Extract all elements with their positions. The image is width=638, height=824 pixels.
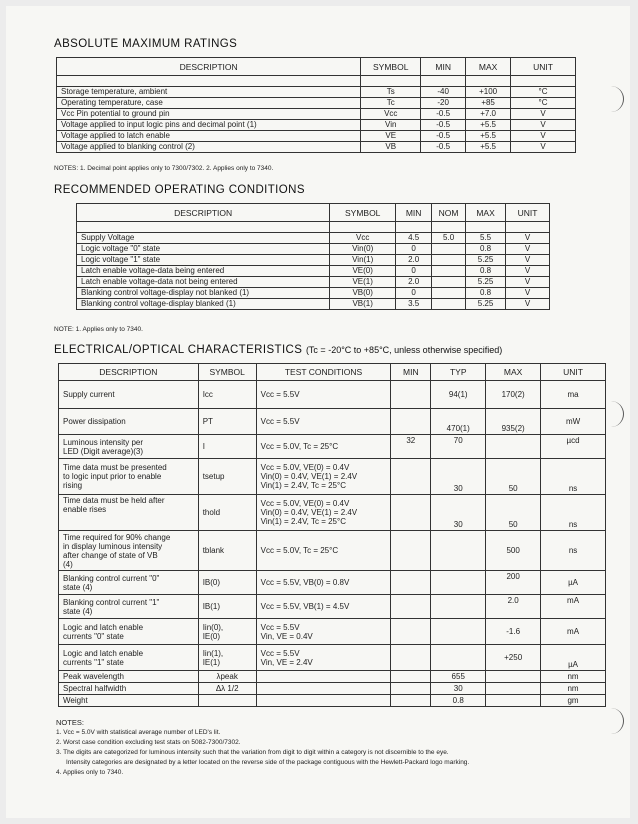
elec-heading-title: ELECTRICAL/OPTICAL CHARACTERISTICS	[54, 344, 303, 356]
table-row: Latch enable voltage-data being entered VE(0) 0 0.8 V	[77, 266, 550, 277]
table-row: Luminous intensity per LED (Digit average)(3) I Vcc = 5.0V, Tc = 25°C 32 70 µcd	[59, 435, 606, 459]
col-test-conditions: TEST CONDITIONS	[256, 364, 391, 381]
col-unit: UNIT	[541, 364, 606, 381]
table-row: Weight 0.8 gm	[59, 695, 606, 707]
table-row: Logic voltage "1" state Vin(1) 2.0 5.25 V	[77, 255, 550, 266]
table-row: Latch enable voltage-data not being entered VE(1) 2.0 5.25 V	[77, 277, 550, 288]
table-row: Vcc Pin potential to ground pin Vcc -0.5 +7.0 V	[57, 109, 576, 120]
table-row: Voltage applied to blanking control (2) VB -0.5 +5.5 V	[57, 142, 576, 153]
note-2: 2. Worst case condition excluding test stats on 5082-7300/7302.	[56, 739, 241, 746]
table-row: Voltage applied to input logic pins and decimal point (1) Vin -0.5 +5.5 V	[57, 120, 576, 131]
rec-op-heading: RECOMMENDED OPERATING CONDITIONS	[54, 184, 305, 196]
table-row: Time data must be held after enable rises thold Vcc = 5.0V, VE(0) = 0.4V Vin(0) = 0.4V, VE(1) = 2.4V Vin(1) = 2.4V, Tc = 25°C 30 50 ns	[59, 495, 606, 531]
table-header-row	[57, 58, 576, 76]
table-row: Blanking control current "0" state (4) IB(0) Vcc = 5.5V, VB(0) = 0.8V 200 µA	[59, 571, 606, 595]
col-symbol: SYMBOL	[198, 364, 256, 381]
col-max: MAX	[466, 58, 511, 76]
abs-max-heading: ABSOLUTE MAXIMUM RATINGS	[54, 38, 238, 50]
col-description: DESCRIPTION	[59, 364, 199, 381]
abs-max-notes: NOTES: 1. Decimal point applies only to 7300/7302. 2. Applies only to 7340.	[54, 165, 274, 172]
page	[6, 6, 630, 818]
note-1: 1. Vcc = 5.0V with statistical average number of LED's lit.	[56, 729, 221, 736]
table-row: Time data must be presented to logic input prior to enable rising tsetup Vcc = 5.0V, VE(0) = 0.4V Vin(0) = 0.4V, VE(1) = 2.4V Vin(1) = 2.4V, Tc = 25°C 30 50 ns	[59, 459, 606, 495]
table-row: Time required for 90% change in display luminous intensity after change of state of VB (4) tblank Vcc = 5.0V, Tc = 25°C 500 ns	[59, 531, 606, 571]
table-row: Logic voltage "0" state Vin(0) 0 0.8 V	[77, 244, 550, 255]
rec-op-table	[76, 203, 550, 310]
col-description: DESCRIPTION	[77, 204, 330, 222]
table-row: Logic and latch enable currents "1" state Iin(1), IE(1) Vcc = 5.5V Vin, VE = 2.4V +250 µA	[59, 645, 606, 671]
notes-heading: NOTES:	[56, 718, 84, 727]
col-unit: UNIT	[506, 204, 550, 222]
col-min: MIN	[421, 58, 466, 76]
table-row: Blanking control current "1" state (4) IB(1) Vcc = 5.5V, VB(1) = 4.5V 2.0 mA	[59, 595, 606, 619]
rec-op-notes: NOTE: 1. Applies only to 7340.	[54, 326, 143, 333]
col-min: MIN	[391, 364, 431, 381]
table-row: Blanking control voltage-display not blanked (1) VB(0) 0 0.8 V	[77, 288, 550, 299]
abs-max-table	[56, 57, 576, 153]
col-nom: NOM	[432, 204, 466, 222]
table-row: Power dissipation PT Vcc = 5.5V 470(1) 935(2) mW	[59, 409, 606, 435]
table-row: Operating temperature, case Tc -20 +85 °C	[57, 98, 576, 109]
table-row: Supply current Icc Vcc = 5.5V 94(1) 170(2) ma	[59, 381, 606, 409]
elec-notes	[56, 718, 616, 778]
table-row: Peak wavelength λpeak 655 nm	[59, 671, 606, 683]
note-3-cont: Intensity categories are designated by a letter located on the reverse side of the package contiguous with the Hewlett-Packard logo marking.	[66, 759, 470, 766]
table-row: Spectral halfwidth Δλ 1/2 30 nm	[59, 683, 606, 695]
elec-heading-conditions: (Tc = -20°C to +85°C, unless otherwise specified)	[305, 345, 503, 355]
table-row: Blanking control voltage-display blanked (1) VB(1) 3.5 5.25 V	[77, 299, 550, 310]
col-symbol: SYMBOL	[330, 204, 396, 222]
col-max: MAX	[466, 204, 506, 222]
note-3: 3. The digits are categorized for luminous intensity such that the variation from digit to digit within a category is not discernible to the eye.	[56, 749, 449, 756]
col-max: MAX	[486, 364, 541, 381]
col-typ: TYP	[431, 364, 486, 381]
col-symbol: SYMBOL	[361, 58, 421, 76]
table-header-row	[59, 364, 606, 381]
col-unit: UNIT	[511, 58, 576, 76]
table-row: Supply Voltage Vcc 4.5 5.0 5.5 V	[77, 233, 550, 244]
table-row: Logic and latch enable currents "0" state Iin(0), IE(0) Vcc = 5.5V Vin, VE = 0.4V -1.6 mA	[59, 619, 606, 645]
col-description: DESCRIPTION	[57, 58, 361, 76]
note-4: 4. Applies only to 7340.	[56, 769, 124, 776]
elec-table	[58, 363, 606, 707]
elec-heading	[54, 344, 502, 356]
col-min: MIN	[396, 204, 432, 222]
table-header-row	[77, 204, 550, 222]
table-row: Storage temperature, ambient Ts -40 +100 °C	[57, 87, 576, 98]
table-row: Voltage applied to latch enable VE -0.5 +5.5 V	[57, 131, 576, 142]
punch-hole	[601, 86, 624, 112]
